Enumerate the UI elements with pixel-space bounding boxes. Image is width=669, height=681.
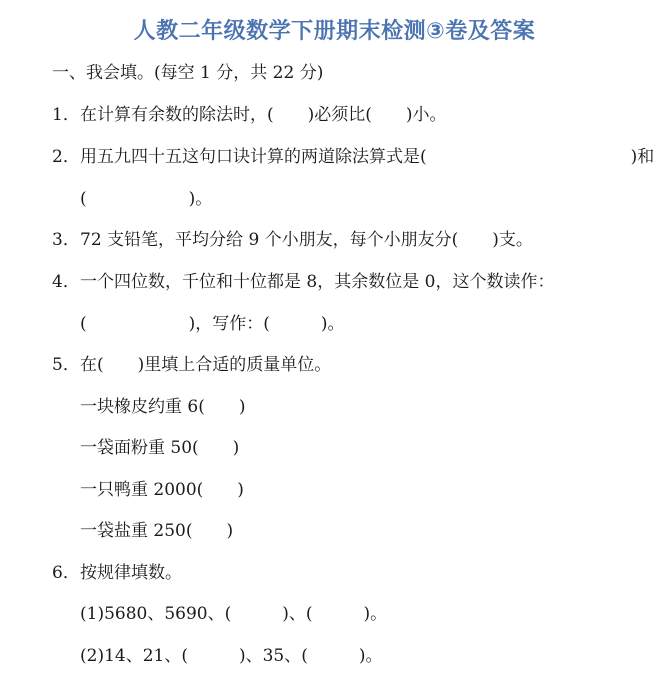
question-6-item: (1)5680、5690、( )、( )。: [80, 604, 388, 624]
question-number: 2．: [52, 147, 80, 167]
question-6-item: (2)14、21、( )、35、( )。: [80, 646, 383, 666]
question-6: [52, 562, 182, 584]
question-text: 一个四位数，千位和十位都是 8，其余数位是 0，这个数读作：: [80, 272, 555, 292]
question-number: 4．: [52, 272, 80, 292]
page-title: 人教二年级数学下册期末检测③卷及答案: [133, 19, 536, 44]
question-2-continuation: ( )。: [80, 189, 213, 209]
question-2: [52, 146, 654, 168]
question-5-item: 一袋面粉重 50( ): [80, 438, 240, 458]
question-number: 1．: [52, 105, 80, 125]
question-1: [52, 104, 447, 126]
question-text: 用五九四十五这句口诀计算的两道除法算式是( )和: [80, 147, 655, 167]
question-5-item: 一块橡皮约重 6( ): [80, 397, 246, 417]
question-number: 6．: [52, 563, 80, 583]
question-number: 5．: [52, 355, 80, 375]
question-5: [52, 354, 331, 376]
question-text: 在( )里填上合适的质量单位。: [80, 355, 332, 375]
question-5-item: 一袋盐重 250( ): [80, 521, 234, 541]
question-3: [52, 229, 533, 251]
question-number: 3．: [52, 230, 80, 250]
question-text: 72 支铅笔，平均分给 9 个小朋友，每个小朋友分( )支。: [80, 230, 533, 250]
question-text: 按规律填数。: [80, 563, 182, 583]
question-4-continuation: ( )，写作：( )。: [80, 314, 345, 334]
question-5-item: 一只鸭重 2000( ): [80, 480, 244, 500]
question-4: [52, 271, 554, 293]
section-heading: 一、我会填。(每空 1 分，共 22 分): [52, 63, 324, 83]
question-text: 在计算有余数的除法时，( )必须比( )小。: [80, 105, 447, 125]
